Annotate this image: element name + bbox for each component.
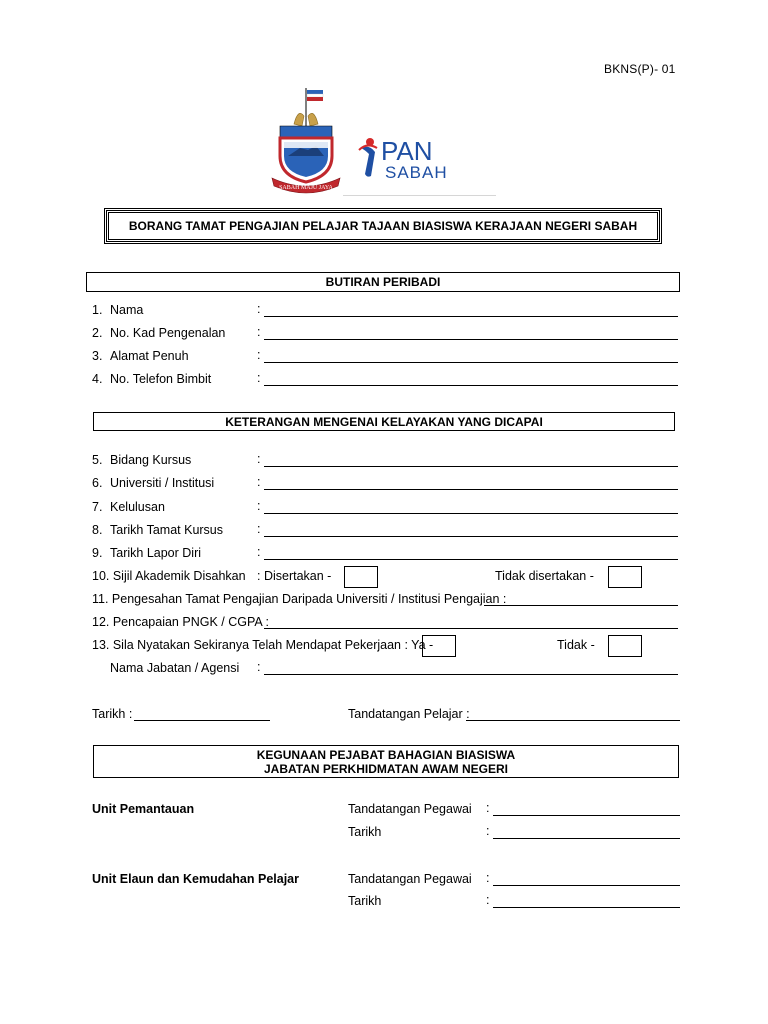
sijil-disertakan-label: : Disertakan -	[257, 569, 332, 583]
tandatangan-pelajar-label: Tandatangan Pelajar :	[348, 707, 470, 721]
field-row-ic	[92, 325, 225, 341]
sijil-tidak-checkbox[interactable]	[608, 566, 642, 588]
field-num: 3.	[92, 349, 103, 363]
section-heading-personal	[86, 272, 680, 292]
unit1-date-label: Tarikh	[348, 825, 382, 839]
field-label: Nama	[110, 303, 144, 317]
nama-input-line[interactable]	[264, 316, 678, 317]
field-row-alamat	[92, 348, 189, 364]
unit2-date-line[interactable]	[493, 907, 680, 908]
sijil-tidak-label: Tidak disertakan -	[495, 569, 594, 583]
alamat-input-line[interactable]	[264, 362, 678, 363]
field-row-lapor-diri	[92, 545, 201, 561]
ic-input-line[interactable]	[264, 339, 678, 340]
field-num: 8.	[92, 523, 103, 537]
unit2-sign-label: Tandatangan Pegawai	[348, 872, 472, 886]
sijil-disertakan-checkbox[interactable]	[344, 566, 378, 588]
ipan-sub-text: SABAH	[385, 163, 448, 182]
section-heading-qualification-text: KETERANGAN MENGENAI KELAYAKAN YANG DICAPAI	[225, 414, 543, 429]
unit-pemantauan-label: Unit Pemantauan	[92, 802, 195, 816]
unit1-sign-label: Tandatangan Pegawai	[348, 802, 472, 816]
field-row-kelulusan	[92, 499, 165, 515]
field-row-pekerjaan: 13. Sila Nyatakan Sekiranya Telah Mendapat Pekerjaan : Ya -	[92, 638, 434, 652]
field-label: Universiti / Institusi	[110, 476, 215, 490]
form-title: BORANG TAMAT PENGAJIAN PELAJAR TAJAAN BIASISWA KERAJAAN NEGERI SABAH	[106, 210, 660, 242]
office-use-line2: JABATAN PERKHIDMATAN AWAM NEGERI	[264, 761, 508, 776]
pekerjaan-ya-checkbox[interactable]	[422, 635, 456, 657]
field-label: No. Kad Pengenalan	[110, 326, 226, 340]
field-row-tarikh-tamat	[92, 522, 223, 538]
form-code: BKNS(P)- 01	[604, 62, 676, 76]
field-row-pngk: 12. Pencapaian PNGK / CGPA :	[92, 615, 269, 629]
lapor-diri-input-line[interactable]	[264, 559, 678, 560]
bidang-input-line[interactable]	[264, 466, 678, 467]
section-heading-personal-text: BUTIRAN PERIBADI	[325, 275, 441, 289]
crest-motto: SABAH MAJU JAYA	[279, 185, 333, 191]
field-row-bidang	[92, 452, 191, 468]
field-label: Tarikh Lapor Diri	[110, 546, 202, 560]
field-row-universiti	[92, 475, 214, 491]
field-label: Alamat Penuh	[110, 349, 189, 363]
universiti-input-line[interactable]	[264, 489, 678, 490]
tarikh-input-line[interactable]	[134, 720, 270, 721]
unit2-date-label: Tarikh	[348, 894, 382, 908]
section-heading-qualification	[93, 412, 675, 431]
tarikh-tamat-input-line[interactable]	[264, 536, 678, 537]
field-num: 4.	[92, 372, 103, 386]
telefon-input-line[interactable]	[264, 385, 678, 386]
pekerjaan-tidak-label: Tidak -	[557, 638, 595, 652]
field-row-jabatan: Nama Jabatan / Agensi	[110, 661, 240, 675]
kelulusan-input-line[interactable]	[264, 513, 678, 514]
ipan-sabah-logo	[357, 134, 487, 182]
logo-divider	[343, 195, 496, 196]
unit2-sign-line[interactable]	[493, 885, 680, 886]
field-label: Tarikh Tamat Kursus	[110, 523, 224, 537]
ipan-swoosh-icon	[361, 147, 375, 177]
field-num: 1.	[92, 303, 103, 317]
sabah-crest-logo	[266, 86, 346, 196]
field-row-telefon	[92, 371, 211, 387]
jabatan-input-line[interactable]	[264, 674, 678, 675]
tandatangan-pelajar-line[interactable]	[466, 720, 680, 721]
field-row-sijil: 10. Sijil Akademik Disahkan	[92, 569, 246, 583]
field-num: 2.	[92, 326, 103, 340]
field-num: 9.	[92, 546, 103, 560]
unit1-sign-line[interactable]	[493, 815, 680, 816]
field-label: Kelulusan	[110, 500, 165, 514]
field-label: No. Telefon Bimbit	[110, 372, 212, 386]
pngk-input-line[interactable]	[264, 628, 678, 629]
field-label: Bidang Kursus	[110, 453, 192, 467]
pengesahan-input-line[interactable]	[484, 605, 678, 606]
field-num: 5.	[92, 453, 103, 467]
field-row-nama	[92, 302, 143, 318]
unit1-date-line[interactable]	[493, 838, 680, 839]
field-num: 7.	[92, 500, 103, 514]
pekerjaan-tidak-checkbox[interactable]	[608, 635, 642, 657]
unit-elaun-label: Unit Elaun dan Kemudahan Pelajar	[92, 872, 299, 886]
tarikh-label: Tarikh :	[92, 707, 133, 721]
ipan-text: PAN	[381, 136, 433, 166]
section-heading-office-use	[93, 745, 679, 778]
office-use-line1: KEGUNAAN PEJABAT BAHAGIAN BIASISWA	[256, 747, 516, 762]
field-row-pengesahan: 11. Pengesahan Tamat Pengajian Daripada Universiti / Institusi Pengajian :	[92, 592, 507, 606]
field-num: 6.	[92, 476, 103, 490]
